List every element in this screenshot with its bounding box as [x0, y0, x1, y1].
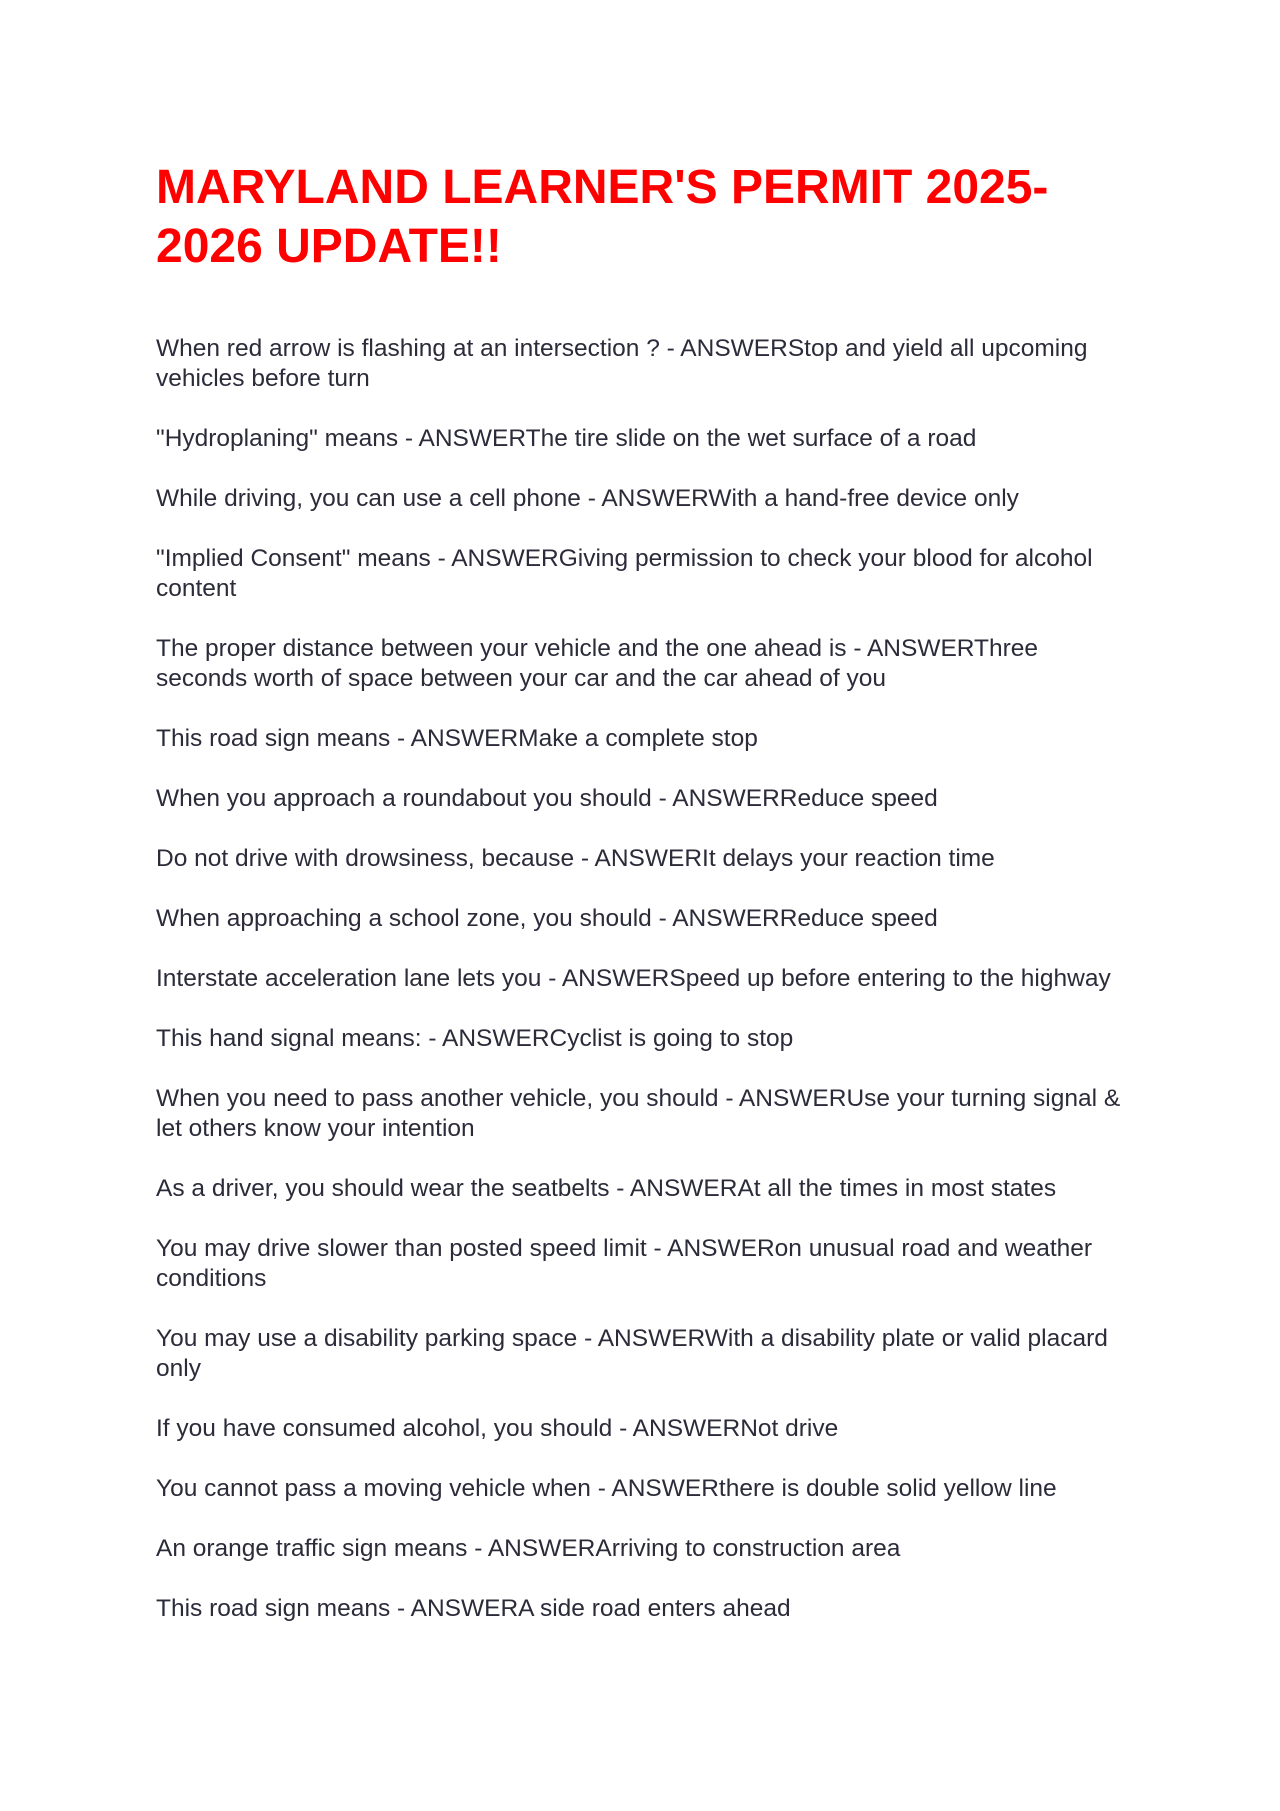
qa-item: While driving, you can use a cell phone - ANSWERWith a hand-free device only	[156, 485, 1019, 512]
qa-item: When you need to pass another vehicle, you should - ANSWERUse your turning signal & let others know your intention	[156, 1085, 1121, 1142]
qa-item: The proper distance between your vehicle and the one ahead is - ANSWERThree seconds worth of space between your car and the car ahead of you	[156, 635, 1039, 692]
qa-item: As a driver, you should wear the seatbelts - ANSWERAt all the times in most states	[156, 1175, 1057, 1202]
qa-item: If you have consumed alcohol, you should - ANSWERNot drive	[156, 1415, 839, 1442]
qa-item: This road sign means - ANSWERA side road enters ahead	[156, 1595, 791, 1622]
qa-item: Do not drive with drowsiness, because - ANSWERIt delays your reaction time	[156, 845, 995, 872]
qa-item: When red arrow is flashing at an intersection ? - ANSWERStop and yield all upcoming vehicles before turn	[156, 335, 1088, 392]
qa-item: "Hydroplaning" means - ANSWERThe tire slide on the wet surface of a road	[156, 425, 977, 452]
qa-item: When approaching a school zone, you should - ANSWERReduce speed	[156, 905, 938, 932]
qa-item: This road sign means - ANSWERMake a complete stop	[156, 725, 758, 752]
qa-item: You may drive slower than posted speed limit - ANSWERon unusual road and weather conditions	[156, 1235, 1093, 1292]
document-title: MARYLAND LEARNER'S PERMIT 2025-2026 UPDATE!!	[156, 161, 1049, 273]
qa-item: You cannot pass a moving vehicle when - ANSWERthere is double solid yellow line	[156, 1475, 1057, 1502]
qa-list	[156, 334, 1126, 1654]
qa-item: When you approach a roundabout you should - ANSWERReduce speed	[156, 785, 938, 812]
qa-item: This hand signal means: - ANSWERCyclist is going to stop	[156, 1025, 794, 1052]
qa-item: Interstate acceleration lane lets you - ANSWERSpeed up before entering to the highway	[156, 965, 1111, 992]
qa-item: An orange traffic sign means - ANSWERArriving to construction area	[156, 1535, 901, 1562]
qa-item: "Implied Consent" means - ANSWERGiving permission to check your blood for alcohol content	[156, 545, 1093, 602]
qa-item: You may use a disability parking space - ANSWERWith a disability plate or valid placard only	[156, 1325, 1108, 1382]
